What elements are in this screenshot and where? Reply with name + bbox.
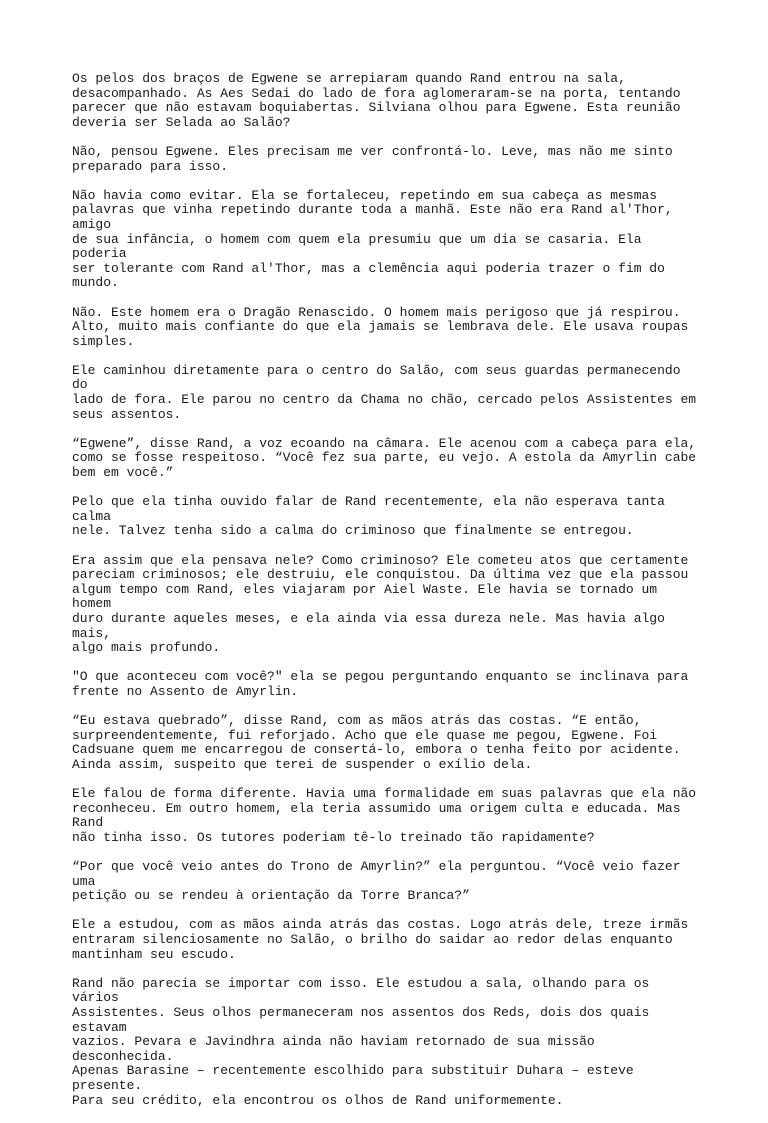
paragraph-13: Ele a estudou, com as mãos ainda atrás das costas. Logo atrás dele, treze irmãs entraram silenciosamente no Salão, o brilho do saidar ao redor delas enquanto mantinham seu escudo. [72, 917, 689, 962]
paragraph-7: Pelo que ela tinha ouvido falar de Rand recentemente, ela não esperava tanta calma nele. Talvez tenha sido a calma do criminoso que finalmente se entregou. [72, 494, 665, 539]
paragraph-10: “Eu estava quebrado”, disse Rand, com as mãos atrás das costas. “E então, surpreendentemente, fui reforjado. Acho que ele quase me pegou, Egwene. Foi Cadsuane quem me encarregou de consertá-lo, embora o tenha feito por acidente. Ainda assim, suspeito que terei de suspender o exílio dela. [72, 713, 681, 772]
paragraph-5: Ele caminhou diretamente para o centro do Salão, com seus guardas permanecendo do lado de fora. Ele parou no centro da Chama no chão, cercado pelos Assistentes em seus assentos. [72, 362, 697, 422]
document-page [72, 72, 702, 1123]
paragraph-11: Ele falou de forma diferente. Havia uma formalidade em suas palavras que ela não reconheceu. Em outro homem, ela teria assumido uma origem culta e educada. Mas Rand não tinha isso. Os tutores poderiam tê-lo treinado tão rapidamente? [72, 786, 697, 845]
paragraph-2: Não, pensou Egwene. Eles precisam me ver confrontá-lo. Leve, mas não me sinto preparado para isso. [72, 143, 673, 174]
paragraph-14: Rand não parecia se importar com isso. Ele estudou a sala, olhando para os vários Assistentes. Seus olhos permaneceram nos assentos dos Reds, dois dos quais estavam vazios. Pevara e Javindhra ainda não haviam retornado de sua missão desconhecida. Apenas Barasine – recentemente escolhido para substituir Duhara – esteve presente. Para seu crédito, ela encontrou os olhos de Rand uniformemente. [72, 975, 650, 1108]
paragraph-4: Não. Este homem era o Dragão Renascido. O homem mais perigoso que já respirou. Alto, muito mais confiante do que ela jamais se lembrava dele. Ele usava roupas simples. [72, 304, 689, 349]
paragraph-8: Era assim que ela pensava nele? Como criminoso? Ele cometeu atos que certamente pareciam criminosos; ele destruiu, ele conquistou. Da última vez que ela passou algum tempo com Rand, eles viajaram por Aiel Waste. Ele havia se tornado um homem duro durante aqueles meses, e ela ainda via essa dureza nele. Mas havia algo mais, algo mais profundo. [72, 552, 689, 656]
paragraph-1: Os pelos dos braços de Egwene se arrepiaram quando Rand entrou na sala, desacompanhado. As Aes Sedai do lado de fora aglomeraram-se na porta, tentando parecer que não estavam boquiabertas. Silviana olhou para Egwene. Esta reunião deveria ser Selada ao Salão? [72, 71, 681, 130]
paragraph-3: Não havia como evitar. Ela se fortaleceu, repetindo em sua cabeça as mesmas palavras que vinha repetindo durante toda a manhã. Este não era Rand al'Thor, amigo de sua infância, o homem com quem ela presumiu que um dia se casaria. Ela poderia ser tolerante com Rand al'Thor, mas a clemência aqui poderia trazer o fim do mundo. [72, 187, 673, 291]
paragraph-9: "O que aconteceu com você?" ela se pegou perguntando enquanto se inclinava para frente no Assento de Amyrlin. [72, 669, 689, 699]
paragraph-12: “Por que você veio antes do Trono de Amyrlin?” ela perguntou. “Você veio fazer uma petição ou se rendeu à orientação da Torre Branca?” [72, 859, 681, 904]
paragraph-6: “Egwene”, disse Rand, a voz ecoando na câmara. Ele acenou com a cabeça para ela, como se fosse respeitoso. “Você fez sua parte, eu vejo. A estola da Amyrlin cabe bem em você.” [72, 435, 697, 481]
